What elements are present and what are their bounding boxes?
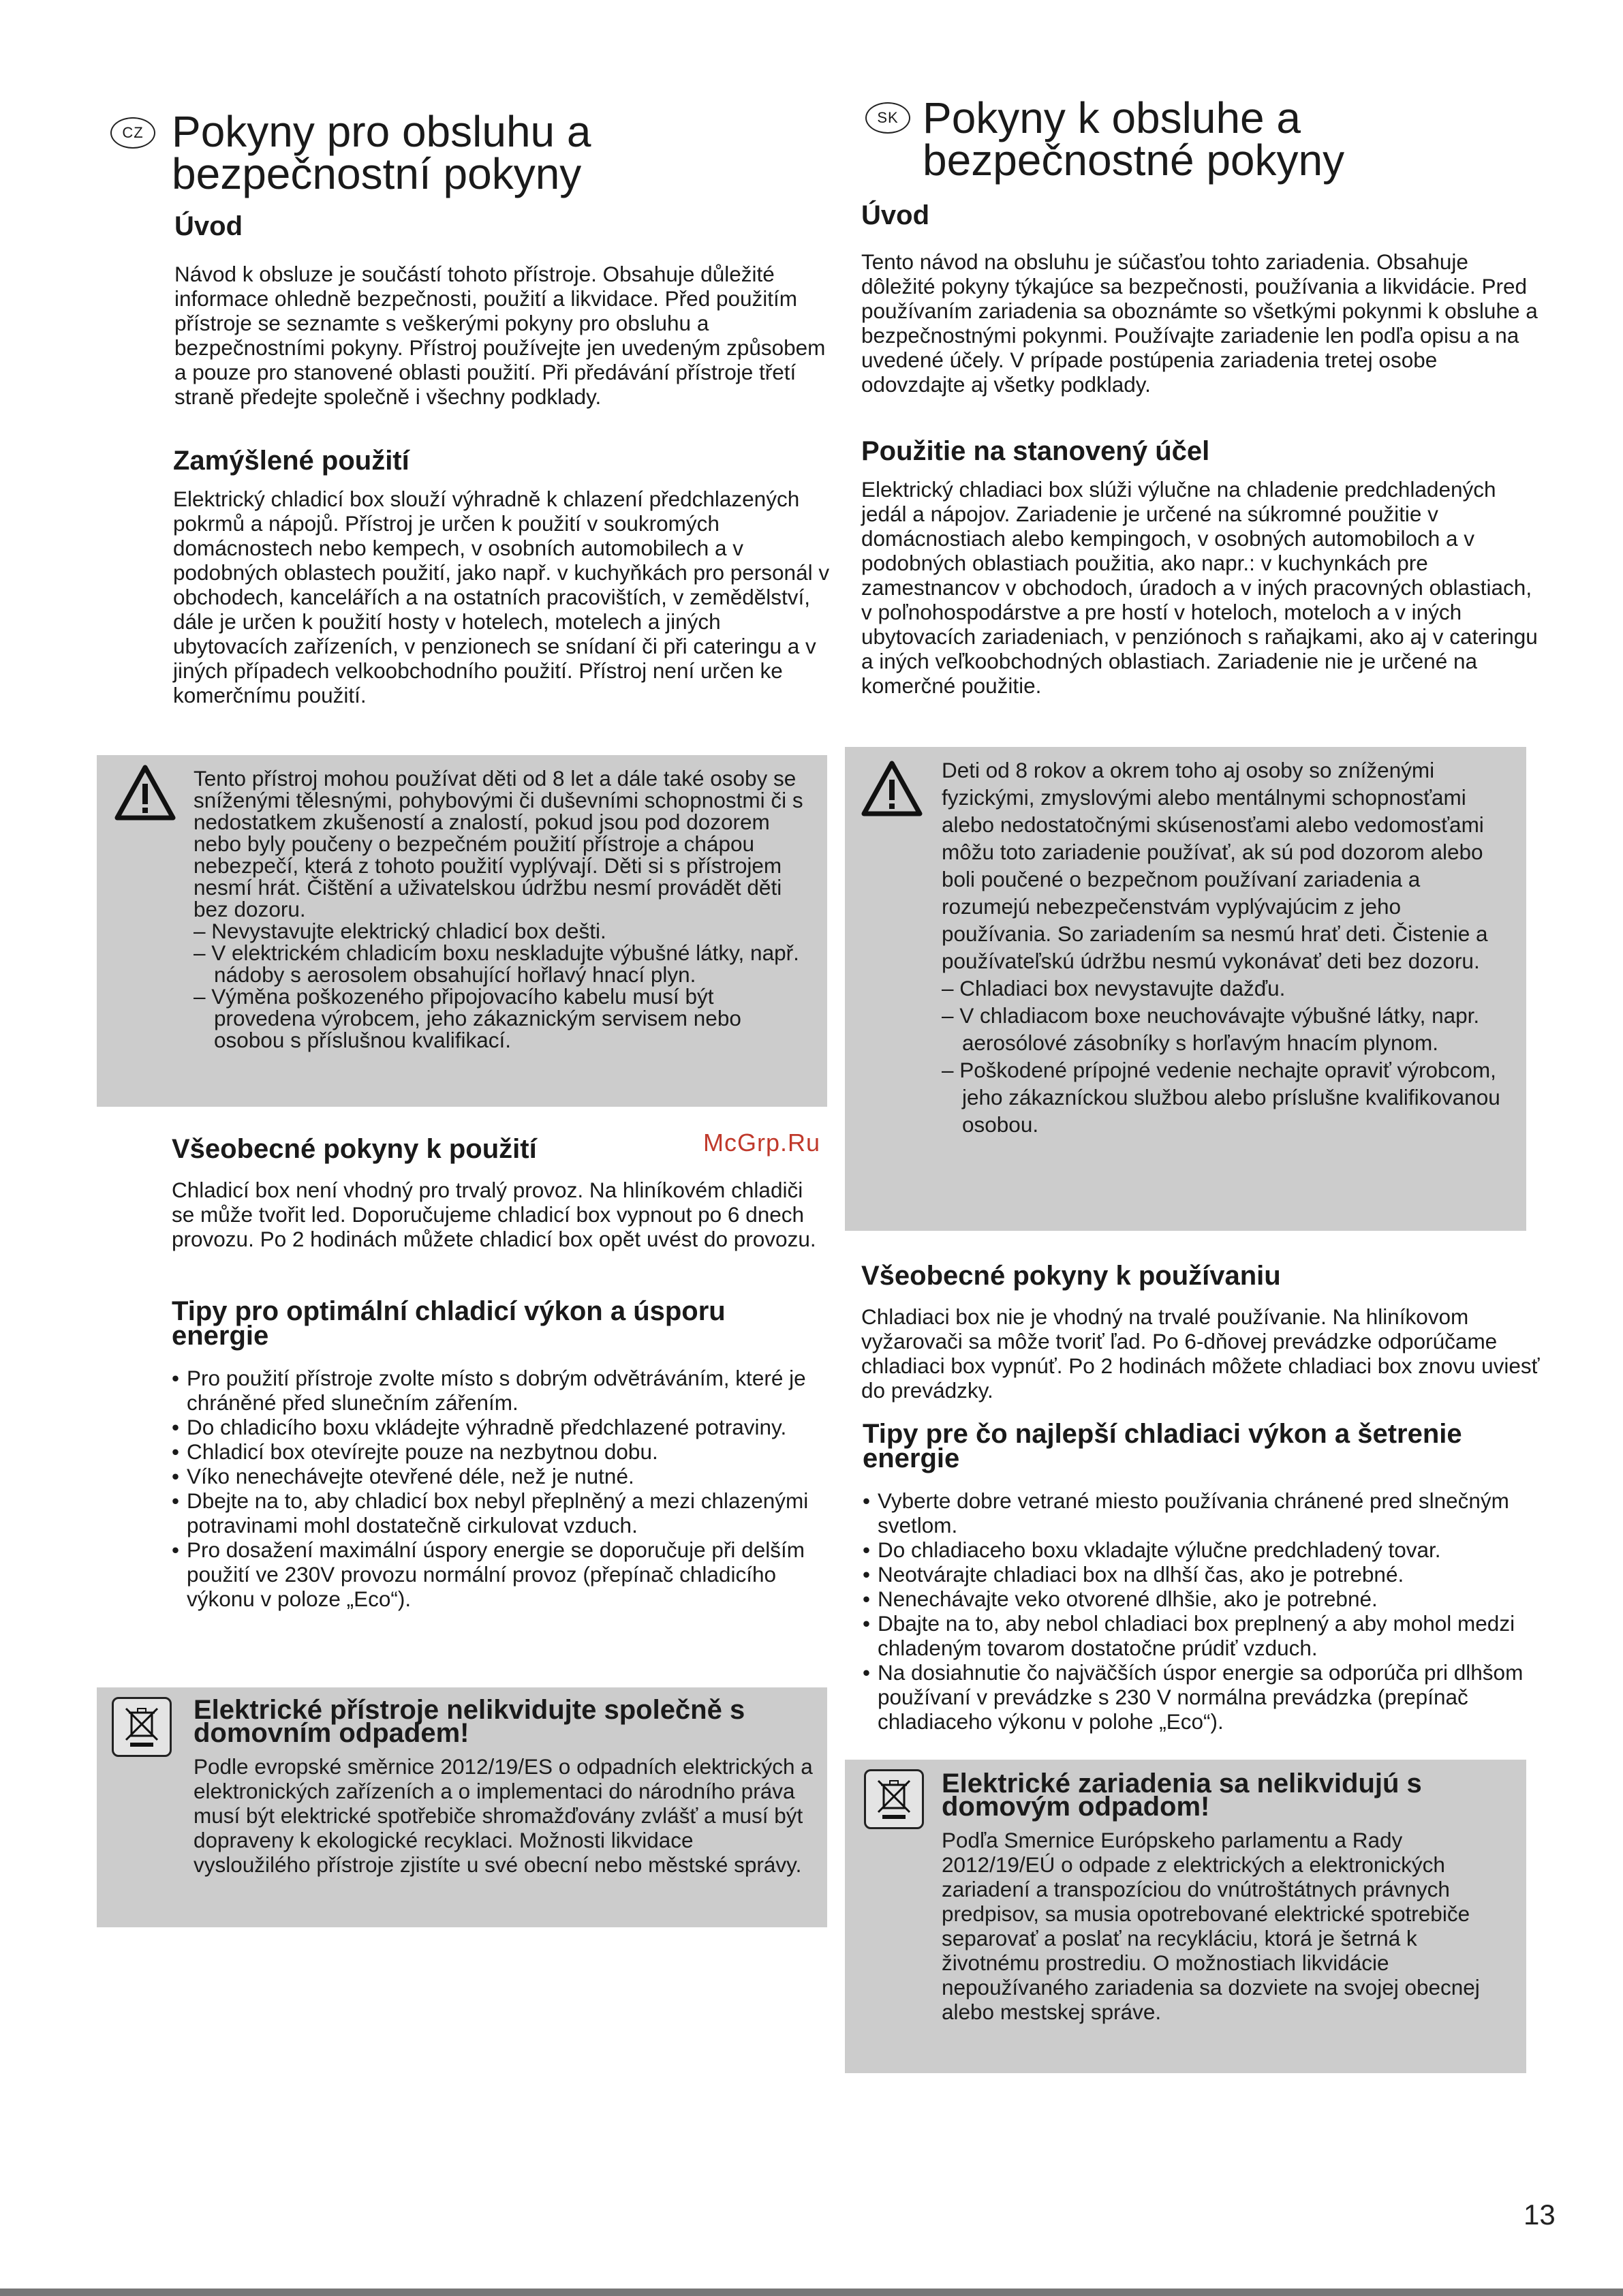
disposal-box-sk: [845, 1760, 1526, 2073]
text-intro-sk: Tento návod na obsluhu je súčasťou tohto zariadenia. Obsahuje dôležité pokyny týkajúce sa bezpečnosti, používania a likvidácie. Pred používaním zariadenia sa oboznámte so všetkými pokynmi k obsluhe a bezpečnostnými pokynmi. Používajte zariadenie len podľa opisu a na uvedené účely. V prípade postúpenia zariadenia tretej osobe odovzdajte aj všetky podklady.: [861, 249, 1538, 397]
heading-intro-cz: Úvod: [174, 211, 243, 241]
disposal-paragraph-cz: Podle evropské směrnice 2012/19/ES o odpadních elektrických a elektronických zařízeních a o implementaci do národního práva musí být elektrické spotřebiče shromažďovány zvlášť a musí být dopraveny k ekologické recyklaci. Možnosti likvidace vysloužilého přístroje zjistíte u své obecní nebo městské správy.: [194, 1754, 813, 1877]
list-item: • Vyberte dobre vetrané miesto používania chránené pred slnečným svetlom.: [863, 1488, 1544, 1537]
heading-general-sk: Všeobecné pokyny k používaniu: [861, 1261, 1281, 1291]
warning-paragraph-cz: Tento přístroj mohou používat děti od 8 let a dále také osoby se sníženými tělesnými, pohybovými či duševními schopnostmi či s nedostatkem zkušeností a znalostí, pokud jsou pod dozorem nebo byly poučeny o bezpečném použití přístroje a chápou nebezpečí, která z tohoto použití vyplývají. Děti si s přístrojem nesmí hrát. Čištění a uživatelskou údržbu nesmí provádět děti bez dozoru.: [194, 766, 803, 921]
crossed-bin-icon: [112, 1697, 172, 1757]
warning-item-sk: – Poškodené prípojné vedenie nechajte opraviť výrobcom, jeho zákazníckou službou alebo príslušne kvalifikovanou osobou.: [942, 1058, 1500, 1137]
disposal-paragraph-sk: Podľa Smernice Európskeho parlamentu a Rady 2012/19/EÚ o odpade z elektrických a elektronických zariadení a transpozíciou do vnútroštátnych právnych predpisov, sa musia opotrebované elektrické spotrebiče separovať a poslať na recykláciu, ktorá je šetrná k životnému prostrediu. O možnostiach likvidácie nepoužívaného zariadenia sa dozviete na svojej obecnej alebo mestskej správe.: [942, 1828, 1480, 2024]
page-number: 13: [1524, 2199, 1556, 2231]
text-intro-cz: Návod k obsluze je součástí tohoto přístroje. Obsahuje důležité informace ohledně bezpečnosti, použití a likvidace. Před použitím přístroje se seznamte s veškerými pokyny pro obsluhu a bezpečnostními pokyny. Přístroj používejte jen uvedeným způsobem a pouze pro stanovené oblasti použití. Při předávání přístroje třetí straně předejte společně i všechny podklady.: [174, 262, 826, 409]
watermark: McGrp.Ru: [703, 1129, 821, 1157]
warning-text-cz: [194, 767, 807, 1051]
text-intended-use-cz: Elektrický chladicí box slouží výhradně k chlazení předchlazených pokrmů a nápojů. Přístroj je určen k použití v soukromých domácnostech nebo kempech, v osobních automobilech a v podobných oblastech použití, jako např. v kuchyňkách pro personál v obchodech, kancelářích a na ostatních pracovištích, v zemědělství, dále je určen k použití hosty v hotelech, motelech a jiných ubytovacích zařízeních, v penzionech se snídaní či při cateringu a v jiných případech velkoobchodního použití. Přístroj není určen ke komerčnímu použití.: [173, 487, 830, 707]
page-title-cz: Pokyny pro obsluhu a bezpečnostní pokyny: [172, 107, 591, 198]
section-intro-cz: [174, 213, 835, 409]
section-intro-sk: [861, 202, 1543, 397]
page-title-sk: Pokyny k obsluhe a bezpečnostné pokyny: [923, 93, 1345, 185]
warning-item-sk: – V chladiacom boxe neuchovávajte výbušné látky, napr. aerosólové zásobníky s horľavým hnacím plynom.: [942, 1003, 1480, 1055]
list-item: • Do chladiaceho boxu vkladajte výlučne predchladený tovar.: [863, 1537, 1544, 1562]
section-intended-use-sk: [861, 438, 1543, 698]
section-tips-cz: [172, 1296, 826, 1611]
heading-intended-use-cz: Zamýšlené použití: [173, 446, 409, 476]
disposal-heading-cz: Elektrické přístroje nelikvidujte společně s domovním odpadem!: [194, 1695, 745, 1748]
heading-tips-cz: Tipy pro optimální chladicí výkon a úsporu energie: [172, 1296, 726, 1351]
warning-item-cz: – Nevystavujte elektrický chladicí box dešti.: [194, 919, 606, 943]
warning-triangle-icon: [860, 759, 924, 818]
heading-general-cz: Všeobecné pokyny k použití: [172, 1134, 537, 1164]
list-item: • Víko nenechávejte otevřené déle, než je nutné.: [172, 1464, 826, 1488]
warning-box-cz: [97, 755, 827, 1107]
list-item: • Do chladicího boxu vkládejte výhradně předchlazené potraviny.: [172, 1415, 826, 1439]
warning-item-cz: – Výměna poškozeného připojovacího kabelu musí být provedena výrobcem, jeho zákaznickým servisem nebo osobou s příslušnou kvalifikací.: [194, 984, 741, 1052]
tips-list-sk: [863, 1488, 1544, 1734]
list-item: • Na dosiahnutie čo najväčších úspor energie sa odporúča pri dlhšom používaní v prevádzke s 230 V normálna prevádzka (prepínač chladiaceho výkonu v polohe „Eco“).: [863, 1660, 1544, 1734]
list-item: • Pro dosažení maximální úspory energie se doporučuje při delším použití ve 230V provozu normální provoz (přepínač chladicího výkonu v poloze „Eco“).: [172, 1537, 826, 1611]
list-item: • Neotvárajte chladiaci box na dlhší čas, ako je potrebné.: [863, 1562, 1544, 1587]
heading-tips-sk: Tipy pre čo najlepší chladiaci výkon a šetrenie energie: [863, 1419, 1462, 1473]
list-item: • Pro použití přístroje zvolte místo s dobrým odvětráváním, které je chráněné před slunečním zářením.: [172, 1366, 826, 1415]
disposal-box-cz: [97, 1687, 827, 1927]
section-tips-sk: [863, 1419, 1544, 1734]
section-general-sk: [861, 1262, 1543, 1403]
text-general-sk: Chladiaci box nie je vhodný na trvalé používanie. Na hliníkovom vyžarovači sa môže tvoriť ľad. Po 6-dňovej prevádzke odporúčame chladiaci box vypnúť. Po 2 hodinách môžete chladiaci box znovu uviesť do prevádzky.: [861, 1304, 1540, 1403]
list-item: • Dbajte na to, aby nebol chladiaci box preplnený a aby mohol medzi chladeným tovarom dostatočne prúdiť vzduch.: [863, 1611, 1544, 1660]
footer-divider: [0, 2289, 1623, 2296]
warning-paragraph-sk: Deti od 8 rokov a okrem toho aj osoby so zníženými fyzickými, zmyslovými alebo mentálnymi schopnosťami alebo nedostatočnými skúsenosťami alebo vedomosťami môžu toto zariadenie používať, ak sú pod dozorom alebo boli poučené o bezpečnom používaní zariadenia a rozumejú nebezpečenstvám vyplývajúcim z jeho používania. So zariadením sa nesmú hrať deti. Čistenie a používateľskú údržbu nesmú vykonávať deti bez dozoru.: [942, 758, 1488, 973]
language-badge-sk: SK: [865, 102, 910, 134]
list-item: • Nenechávajte veko otvorené dlhšie, ako je potrebné.: [863, 1587, 1544, 1611]
warning-item-cz: – V elektrickém chladicím boxu neskladujte výbušné látky, např. nádoby s aerosolem obsahující hořlavý hnací plyn.: [194, 940, 799, 987]
text-general-cz: Chladicí box není vhodný pro trvalý provoz. Na hliníkovém chladiči se může tvořit led. Doporučujeme chladicí box vypnout po 6 dnech provozu. Po 2 hodinách můžete chladicí box opět uvést do provozu.: [172, 1178, 816, 1251]
heading-intended-use-sk: Použitie na stanovený účel: [861, 436, 1210, 466]
section-intended-use-cz: [173, 447, 834, 707]
text-intended-use-sk: Elektrický chladiaci box slúži výlučne na chladenie predchladených jedál a nápojov. Zariadenie je určené na súkromné použitie v domácnostiach alebo kempingoch, v osobných automobiloch a v podobných oblastiach použitia, ako napr.: v kuchynkách pre zamestnancov v obchodoch, úradoch a v iných pracovných oblastiach, v poľnohospodárstve a pre hostí v hoteloch, moteloch a v iných ubytovacích zariadeniach, v penziónoch s raňajkami, ako aj v cateringu a iných veľkoobchodných oblastiach. Zariadenie nie je určené na komerčné použitie.: [861, 477, 1538, 698]
list-item: • Chladicí box otevírejte pouze na nezbytnou dobu.: [172, 1439, 826, 1464]
warning-item-sk: – Chladiaci box nevystavujte dažďu.: [942, 976, 1286, 1000]
warning-triangle-icon: [113, 763, 177, 822]
heading-intro-sk: Úvod: [861, 200, 929, 230]
warning-text-sk: [942, 756, 1514, 1138]
disposal-heading-sk: Elektrické zariadenia sa nelikvidujú s domovým odpadom!: [942, 1769, 1422, 1822]
language-badge-cz: CZ: [110, 117, 155, 149]
disposal-text-sk: [942, 1769, 1514, 2024]
crossed-bin-icon: [864, 1769, 924, 1829]
disposal-text-cz: [194, 1695, 814, 1877]
tips-list-cz: [172, 1366, 826, 1611]
list-item: • Dbejte na to, aby chladicí box nebyl přeplněný a mezi chlazenými potravinami mohl dostatečně cirkulovat vzduch.: [172, 1488, 826, 1537]
warning-box-sk: [845, 747, 1526, 1231]
